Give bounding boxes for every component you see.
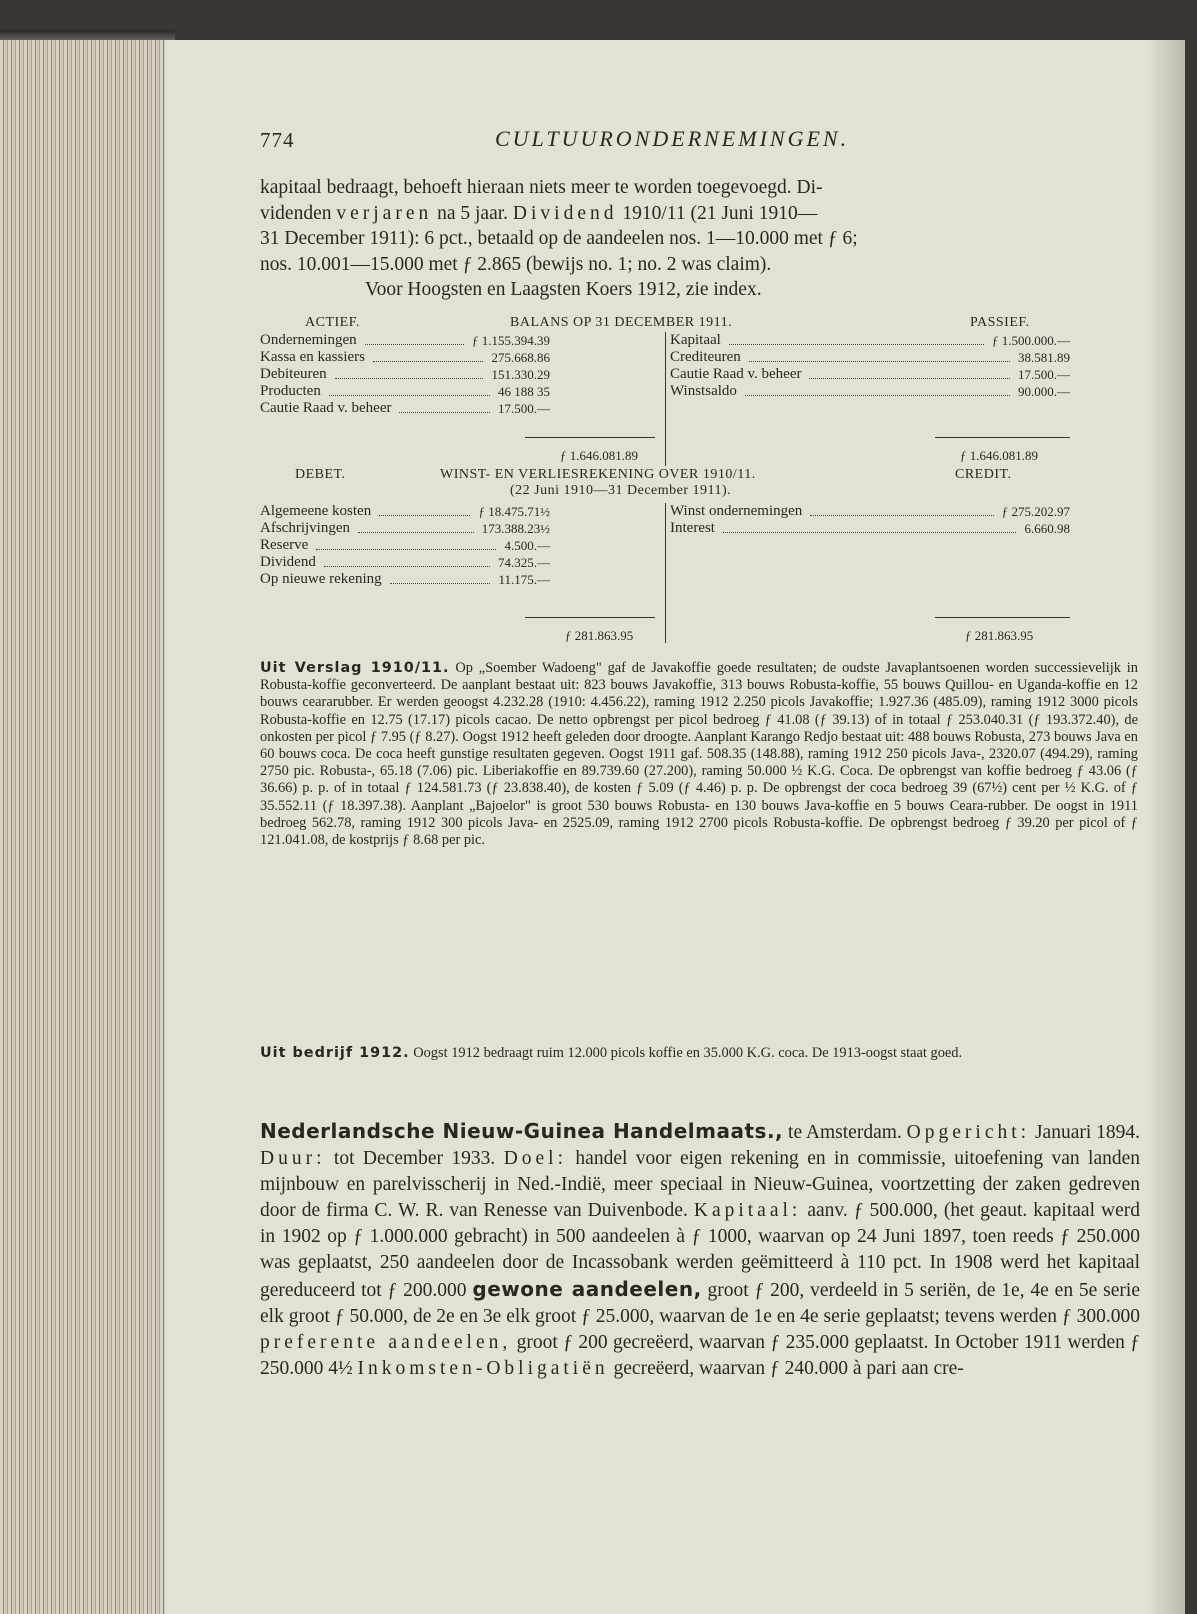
ledger-label: Debiteuren [260, 366, 327, 382]
verslag-text: Op „Soember Wadoeng" gaf de Javakoffie goede resultaten; de oudste Javaplantsoenen worden successievelijk in Robusta-koffie geconverteerd. De aanplant bestaat uit: 823 bouws Javakoffie, 313 bouws Robusta-koffie, 55 bouws Quillou- en Uganda-koffie en 12 bouws ceararubber. Er werden geoogst 4.232.28 (1910: 4.456.22), raming 1912 2.250 picols Javakoffie; 1.927.36 (485.09), raming 1912 3000 picols Robusta-koffie en 12.75 (17.17) picols cacao. De netto opbrengst per picol bedroeg ƒ 41.08 (ƒ 39.13) of in totaal ƒ 253.040.31 (ƒ 193.372.40), de onkosten per picol ƒ 7.95 (ƒ 8.27). Oogst 1912 heeft geleden door droogte. Aanplant Karango Redjo bestaat uit: 488 bouws Robusta, 273 bouws Java en 60 bouws coca. De coca heeft gunstige resultaten gegeven. Oogst 1911 gaf. 508.35 (148.88), raming 1912 250 picols Java-, 2320.07 (494.29), raming 2750 pic. Robusta-, 65.18 (7.06) pic. Liberiakoffie en 89.739.60 (27.200), raming 50.000 ½ K.G. Coca. De opbrengst van koffie bedroeg ƒ 43.06 (ƒ 36.66) p. p. of in totaal ƒ 124.581.73 (ƒ 23.838.40), de kosten ƒ 5.09 (ƒ 4.46) p. p. De opbrengst der coca bedroeg 39 (67½) cent per ½ K.G. of ƒ 35.552.11 (ƒ 18.397.38). Aanplant „Bajoelor" is groot 530 bouws Robusta- en 130 bouws Java-koffie en 5 bouws Ceara-rubber. De oogst in 1911 bedroeg 562.78, raming 1912 300 picols Java- en 2525.09, raming 1912 2700 picols Robusta-koffie. De opbrengst bedroeg ƒ 39.20 per picol of ƒ 121.041.08, de kostprijs ƒ 8.68 per pic. [260, 660, 1138, 849]
ledger-amount: 173.388.23½ [481, 521, 550, 536]
ledger-row [670, 349, 1070, 366]
balance-left-head: ACTIEF. [305, 315, 360, 330]
book-page [165, 40, 1185, 1614]
balance-title: BALANS OP 31 DECEMBER 1911. [510, 315, 733, 330]
bedrijf-paragraph [260, 1045, 1138, 1062]
pl-right-head: CREDIT. [955, 467, 1012, 482]
dot-leader [749, 349, 1010, 362]
ledger-amount: ƒ 275.202.97 [1001, 504, 1070, 519]
ledger-amount: 17.500.— [1018, 367, 1070, 382]
dot-leader [373, 349, 483, 362]
balance-passief [670, 332, 1070, 400]
ledger-row [260, 383, 660, 400]
company-name: Nederlandsche Nieuw-Guinea Handelmaats., [260, 1119, 784, 1143]
dot-leader [729, 332, 984, 345]
ledger-label: Algemeene kosten [260, 503, 372, 519]
ledger-label: Winstsaldo [670, 383, 737, 399]
ledger-amount: 74.325.— [498, 555, 550, 570]
dot-leader [809, 366, 1010, 379]
bedrijf-lead: Uit bedrijf 1912. [260, 1045, 410, 1061]
ledger-row [260, 520, 660, 537]
spaced-term: Duur: [260, 1148, 326, 1169]
company-entry: Nederlandsche Nieuw-Guinea Handelmaats., te Amsterdam. Opgericht: Januari 1894. Duur: tot December 1933. Doel: handel voor eigen rekening en in commissie, uitoefening van landen mijnbouw en parelvisscherij in Ned.-Indië, meer speciaal in Nieuw-Guinea, voortzetting der zaken gedreven door de firma C. W. R. van Renesse van Duivenbode. Kapitaal: aanv. ƒ 500.000, (het geaut. kapitaal werd in 1902 op ƒ 1.000.000 gebracht) in 500 aandeelen à ƒ 1000, waarvan op 24 Juni 1897, toen reeds ƒ 250.000 was geplaatst, 250 aandeelen door de Incassobank werden geëmitteerd à 110 pct. In 1908 werd het kapitaal gereduceerd tot ƒ 200.000 gewone aandeelen, groot ƒ 200, verdeeld in 5 seriën, de 1e, 4e en 5e serie elk groot ƒ 50.000, de 2e en 3e elk groot ƒ 25.000, waarvan de 1e en 4e serie geplaatst; tevens werden ƒ 300.000 preferente aandeelen, groot ƒ 200 gecreëerd, waarvan ƒ 235.000 geplaatst. In October 1911 werden ƒ 250.000 4½ Inkomsten-Obligatiën gecreëerd, waarvan ƒ 240.000 à pari aan cre- [260, 1119, 1141, 1379]
ledger-row [260, 366, 660, 383]
ledger-row [670, 383, 1070, 400]
ledger-amount: 4.500.— [504, 538, 550, 553]
ledger-label: Cautie Raad v. beheer [260, 400, 392, 416]
ledger-label: Ondernemingen [260, 332, 357, 348]
page-shadow [1145, 40, 1185, 1614]
pl-rule-left [525, 617, 655, 618]
ledger-row [260, 554, 660, 571]
intro-line: kapitaal bedraagt, behoeft hieraan niets meer te worden toegevoegd. Di- [260, 177, 823, 198]
verslag-paragraph [260, 660, 1138, 849]
balance-total-right: ƒ 1.646.081.89 [960, 448, 1038, 463]
ledger-amount: 6.660.98 [1024, 521, 1070, 536]
intro-line: 31 December 1911): 6 pct., betaald op de aandeelen nos. 1—10.000 met ƒ 6; [260, 228, 858, 249]
ledger-amount: ƒ 1.155.394.39 [472, 333, 550, 348]
ledger-amount: 275.668.86 [491, 350, 550, 365]
dot-leader [358, 520, 474, 533]
ledger-row [260, 349, 660, 366]
ledger-label: Crediteuren [670, 349, 741, 365]
pl-divider [665, 503, 666, 643]
ledger-label: Reserve [260, 537, 309, 553]
ledger-amount: 46 188 35 [498, 384, 550, 399]
gewone-aandeelen-term: gewone aandeelen, [472, 1277, 702, 1301]
dot-leader [379, 503, 470, 516]
page-number: 774 [260, 128, 295, 152]
intro-paragraph [260, 175, 1140, 303]
running-title: CULTUURONDERNEMINGEN. [495, 126, 850, 151]
verslag-lead: Uit Verslag 1910/11. [260, 660, 450, 676]
dot-leader [316, 537, 496, 550]
ledger-amount: ƒ 1.500.000.— [992, 333, 1070, 348]
ledger-row [260, 332, 660, 349]
ledger-label: Op nieuwe rekening [260, 571, 382, 587]
spaced-term: preferente aandeelen, [260, 1332, 512, 1353]
pl-total-right: ƒ 281.863.95 [965, 628, 1034, 643]
ledger-label: Afschrijvingen [260, 520, 350, 536]
ledger-row [670, 520, 1070, 537]
ledger-row [260, 537, 660, 554]
ledger-amount: 38.581.89 [1018, 350, 1070, 365]
dot-leader [390, 571, 490, 584]
spaced-term: Inkomsten-Obligatiën [357, 1358, 609, 1379]
balance-total-left: ƒ 1.646.081.89 [560, 448, 638, 463]
ledger-row [260, 400, 660, 417]
spaced-term: verjaren [336, 202, 433, 224]
ledger-row [260, 503, 660, 520]
bedrijf-text: Oogst 1912 bedraagt ruim 12.000 picols koffie en 35.000 K.G. coca. De 1913-oogst staat goed. [409, 1045, 963, 1061]
pl-credit [670, 503, 1070, 537]
ledger-label: Kapitaal [670, 332, 721, 348]
ledger-amount: 90.000.— [1018, 384, 1070, 399]
ledger-amount: 11.175.— [498, 572, 550, 587]
balance-actief [260, 332, 660, 417]
ledger-amount: 17.500.— [498, 401, 550, 416]
balance-rule-left [525, 437, 655, 438]
dot-leader [723, 520, 1016, 533]
ledger-label: Winst ondernemingen [670, 503, 803, 519]
pl-left-head: DEBET. [295, 467, 346, 482]
dot-leader [329, 383, 490, 396]
ledger-row [260, 571, 660, 588]
intro-line: Voor Hoogsten en Laagsten Koers 1912, zie index. [365, 279, 762, 300]
pl-total-left: ƒ 281.863.95 [565, 628, 634, 643]
ledger-label: Kassa en kassiers [260, 349, 365, 365]
dot-leader [399, 400, 490, 413]
dot-leader [365, 332, 464, 345]
ledger-row [670, 332, 1070, 349]
intro-line: nos. 10.001—15.000 met ƒ 2.865 (bewijs no. 1; no. 2 was claim). [260, 253, 772, 275]
spaced-term: Doel: [503, 1148, 568, 1169]
pl-title: WINST- EN VERLIESREKENING OVER 1910/11. [440, 467, 756, 482]
dot-leader [745, 383, 1010, 396]
pl-debet [260, 503, 660, 588]
pl-rule-right [935, 617, 1070, 618]
spaced-term: Opgericht: [906, 1122, 1031, 1143]
dot-leader [810, 503, 994, 516]
ledger-row [670, 503, 1070, 520]
book-page-edges [0, 40, 175, 1614]
spaced-term: Kapitaal: [693, 1200, 802, 1221]
ledger-amount: 151.330.29 [491, 367, 550, 382]
ledger-label: Cautie Raad v. beheer [670, 366, 802, 382]
ledger-row [670, 366, 1070, 383]
balance-rule-right [935, 437, 1070, 438]
balance-divider [665, 332, 666, 466]
intro-line: videnden verjaren na 5 jaar. Dividend 1910/11 (21 Juni 1910— [260, 202, 818, 224]
balance-right-head: PASSIEF. [970, 315, 1030, 330]
dot-leader [335, 366, 483, 379]
ledger-label: Dividend [260, 554, 316, 570]
ledger-label: Interest [670, 520, 715, 536]
spaced-term: Dividend [512, 202, 618, 224]
ledger-amount: ƒ 18.475.71½ [478, 504, 550, 519]
pl-subtitle: (22 Juni 1910—31 December 1911). [510, 483, 732, 498]
ledger-label: Producten [260, 383, 321, 399]
dot-leader [324, 554, 490, 567]
